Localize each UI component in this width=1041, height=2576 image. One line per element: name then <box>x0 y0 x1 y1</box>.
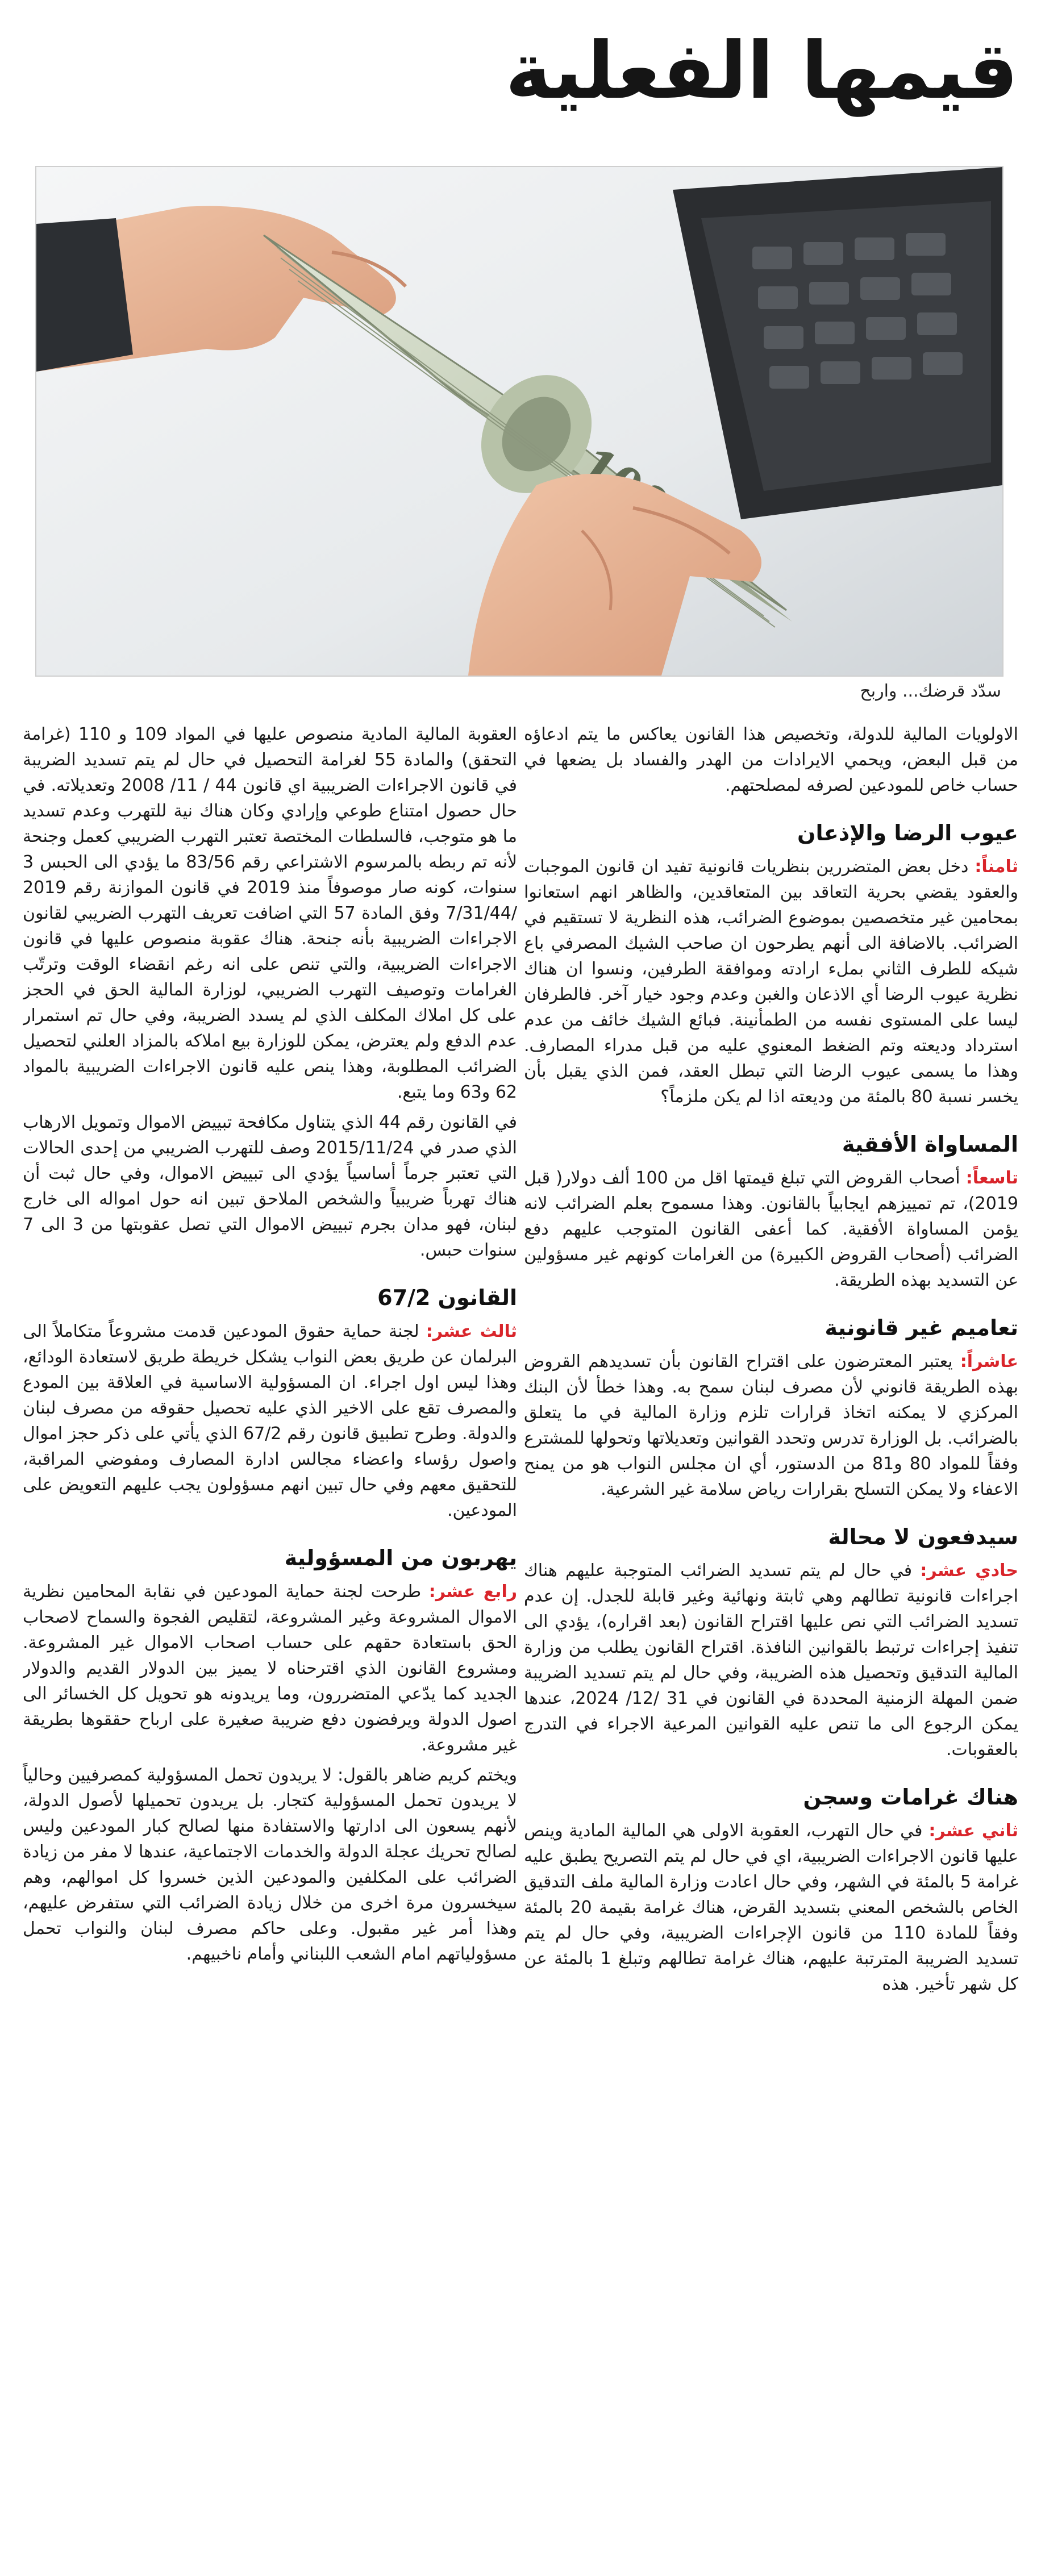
subheading-s14: يهربون من المسؤولية <box>284 1545 517 1570</box>
article-headline: قيمها الفعلية <box>505 25 1018 116</box>
body-s8: دخل بعض المتضررين بنظريات قانونية تفيد ان قانون الموجبات والعقود يقضي بحرية التعاقد بين المتعاقدين، والظاهر انهم استعانوا بمحامين غير متخصصين بموضوع الضرائب، هذه النظرية لا تستقيم في الضرائب. بالاضافة الى أنهم يطرحون ان صاحب الشيك المصرفي باع شيكه للطرف الثاني بملء ارادته وموافقة الطرفين، ونسوا ان هناك نظرية عيوب الرضا أي الاذعان والغبن وعدم وجود خيار آخر. فالطرفان ليسا على المستوى نفسه من الطمأنينة. فبائع الشيك خائف من عدم استرداد وديعته وتم الضغط المعنوي عليه من قبل مدراء المصارف. وهذا ما يسمى عيوب الرضا التي تبطل العقد، فمن الذي يقبل بأن يخسر نسبة 80 بالمئة من وديعته اذا لم يكن ملزماً؟ <box>524 857 1018 1107</box>
lead-s8: ثامناً: <box>975 857 1018 877</box>
subheading-s12: هناك غرامات وسجن <box>803 1785 1018 1810</box>
body-s13: لجنة حماية حقوق المودعين قدمت مشروعاً متكاملاً الى البرلمان عن طريق بعض النواب يشكل خريطة طريق لاستعادة الودائع، وهذا ليس اول اجراء. ان المسؤولية الاساسية في العلاقة بين المودع والمصرف تقع على الاخير الذي عليه تحصيل حقوقه من مصرف لبنان والدولة. وطرح تطبيق قانون رقم 67/2 الذي يأتي على ذكر حجز اموال واصول رؤساء واعضاء مجالس ادارة المصارف ومفوضي المراقبة، للتحقيق معهم وفي حال تبين انهم مسؤولون يجب عليهم التعويض على المودعين. <box>23 1322 517 1520</box>
paragraph-s10 <box>524 1349 1018 1502</box>
paragraph-s8 <box>524 854 1018 1110</box>
lead-s12: ثاني عشر: <box>928 1821 1018 1841</box>
body-s14: طرحت لجنة حماية المودعين في نقابة المحامين نظرية الاموال المشروعة وغير المشروعة، لتقليص الفجوة والسماح لاصحاب الحق باستعادة حقهم على حساب اصحاب الاموال غير المشروعة. ومشروع القانون الذي اقترحناه لا يميز بين الدولار القديم والدولار الجديد كما يدّعي المتضررون، وما يريدونه هو تحويل كل الخسائر الى اصول الدولة ويرفضون دفع ضريبة صغيرة على ارباح حققوها بطريقة غير مشروعة. <box>23 1582 517 1755</box>
body-s12: في حال التهرب، العقوبة الاولى هي المالية المادية وينص عليها قانون الاجراءات الضريبية، اي في حال لم يتم التصريح يطبق عليه غرامة 5 بالمئة في الشهر، وفي حال اعادت وزارة المالية ملف التدقيق الخاص بالشخص المعني بتسديد القرض، هناك غرامة بقيمة 20 بالمئة وفقاً للمادة 110 من قانون الإجراءات الضريبية، وفي حال لم يتم تسديد الضريبة المترتبة عليهم، هناك غرامة تطالهم وتبلغ 1 بالمئة عن كل شهر تأخير. هذه <box>524 1821 1018 1994</box>
lead-s10: عاشراً: <box>960 1352 1018 1372</box>
paragraph-s12 <box>524 1818 1018 1997</box>
paragraph-continued-2: في القانون رقم 44 الذي يتناول مكافحة تبييض الاموال وتمويل الارهاب الذي صدر في 2015/11/24 وصف للتهرب الضريبي من إحدى الحالات التي تعتبر جرماً أساسياً يؤدي الى تبييض الاموال، وفي حال ثبت أن هناك تهرباً ضريبياً والشخص الملاحق تبين انه حول امواله الى خارج لبنان، فهو مدان بجرم تبييض الاموال التي تصل عقوبتها من 3 الى 7 سنوات حبس. <box>23 1112 517 1260</box>
subheading-s13: القانون 67/2 <box>377 1285 517 1310</box>
subheading-s10: تعاميم غير قانونية <box>825 1315 1018 1340</box>
body-s9: أصحاب القروض التي تبلغ قيمتها اقل من 100 ألف دولار( قبل 2019)، تم تمييزهم ايجابياً بالقانون. وهذا مسموح بعلم الضرائب لانه يؤمن المساواة الأفقية. كما أعفى القانون المتوجب عليهم دفع الضرائب (أصحاب القروض الكبيرة) من الغرامات كونهم غير مسؤولين عن التسديد بهذه الطريقة. <box>524 1168 1018 1290</box>
body-s11: في حال لم يتم تسديد الضرائب المتوجبة عليهم هناك اجراءات قانونية تطالهم وهي ثابتة ونهائية وغير قابلة للجدل. إن عدم تسديد الضرائب التي نص عليها اقتراح القانون (بعد اقراره)، يؤدي الى تنفيذ إجراءات ترتبط بالقوانين النافذة. اقتراح القانون يطلب من وزارة المالية التدقيق وتحصيل هذه الضريبة، وفي حال لم يتم تسديد الضريبة ضمن المهلة الزمنية المحددة في القانون في 31 /12/ 2024، عندها يمكن الرجوع الى ما تنص عليه القوانين المرعية الاجراء في التدرج بالعقوبات. <box>524 1561 1018 1760</box>
subheading-s9: المساواة الأفقية <box>842 1132 1018 1157</box>
subheading-s8: عيوب الرضا والإذعان <box>797 820 1018 845</box>
paragraph-intro: الاولويات المالية للدولة، وتخصيص هذا القانون يعاكس ما يتم ادعاؤه من قبل البعض، ويحمي الايرادات من الهدر والفساد بل يضعها في حساب خاص للمودعين لصرفه لمصلحتهم. <box>524 724 1018 795</box>
paragraph-closing: ويختم كريم ضاهر بالقول: لا يريدون تحمل المسؤولية كمصرفيين وحالياً لا يريدون تحمل المسؤولية كتجار. بل يريدون تحميلها لأصول الدولة، لأنهم يسعون الى ادارتها والاستفادة منها لصالح كبار المودعين وليس لصالح تحريك عجلة الدولة والخدمات الاجتماعية، عندها لا مفر من زيادة الضرائب على المكلفين والمودعين الذين خسروا كل اموالهم، وهم سيخسرون مرة اخرى من خلال زيادة الضرائب التي ستفرض عليهم، وهذا أمر غير مقبول. وعلى حاكم مصرف لبنان والنواب تحمل مسؤولياتهم امام الشعب اللبناني وأمام ناخبيهم. <box>23 1765 517 1964</box>
article-photo <box>35 166 1003 677</box>
paragraph-s11 <box>524 1558 1018 1762</box>
paragraph-s13 <box>23 1319 517 1523</box>
lead-s14: رابع عشر: <box>428 1582 517 1602</box>
lead-s11: حادي عشر: <box>920 1561 1018 1581</box>
column-left <box>23 722 517 2562</box>
paragraph-continued-1: العقوبة المالية المادية منصوص عليها في المواد 109 و 110 (غرامة التحقق) والمادة 55 لغرامة التحصيل في حال لم يتم تسديد الضريبة في قانون الاجراءات الضريبية اي قانون 44 / 11/ 2008 وتعديلاته. في حال حصول امتناع طوعي وإرادي وكان هناك نية للتهرب وعدم تسديد ما هو متوجب، فالسلطات المختصة تعتبر التهرب الضريبي كعمل وجنحة لأنه تم ربطه بالمرسوم الاشتراعي رقم 83/56 ما يؤدي الى الحبس 3 سنوات، كونه صار موصوفاً منذ 2019 في قانون الموازنة رقم 2019 /7/31/44 وفق المادة 57 التي اضافت تعريف التهرب الضريبي لقانون الاجراءات الضريبية بأنه جنحة. هناك عقوبة منصوص عليها في قانون الاجراءات الضريبية، والتي تنص على انه رغم انقضاء الوقت وترتّب الغرامات وتوصيف التهرب الضريبي، لوزارة المالية الحق في الحجز على كل املاك المكلف الذي لم يسدد الضريبة، وفي حال تم استمرار عدم الدفع ولم يعترض، يمكن للوزارة بيع املاكه بالمزاد العلني لتحصيل الضرائب المطلوبة، وهذا ينص عليه قانون الاجراءات الضريبية بالمواد 62 و63 وما يتبع. <box>23 724 517 1102</box>
paragraph-s9 <box>524 1165 1018 1293</box>
column-right <box>524 722 1018 2562</box>
lead-s13: ثالث عشر: <box>426 1322 517 1341</box>
body-s10: يعتبر المعترضون على اقتراح القانون بأن تسديدهم القروض بهذه الطريقة قانوني لأن مصرف لبنان سمح به. وهذا خطأ لأن البنك المركزي لا يمكنه اتخاذ قرارات تلزم وزارة المالية في ما يتعلق بالضرائب. بل الوزارة تدرس وتحدد القوانين وتعديلاتها وتحولها للمشترع وفقاً للمواد 80 و81 من الدستور، أي ان مجلس النواب هو من يمنح الاعفاء ولا يمكن التسلح بقرارات رياض سلامة غير الشرعية. <box>524 1352 1018 1499</box>
lead-s9: تاسعاً: <box>965 1168 1018 1188</box>
subheading-s11: سيدفعون لا محالة <box>828 1524 1018 1549</box>
money-exchange-image <box>36 167 1002 676</box>
paragraph-s14 <box>23 1579 517 1758</box>
photo-caption: سدّد قرضك... واربح <box>860 681 1001 701</box>
